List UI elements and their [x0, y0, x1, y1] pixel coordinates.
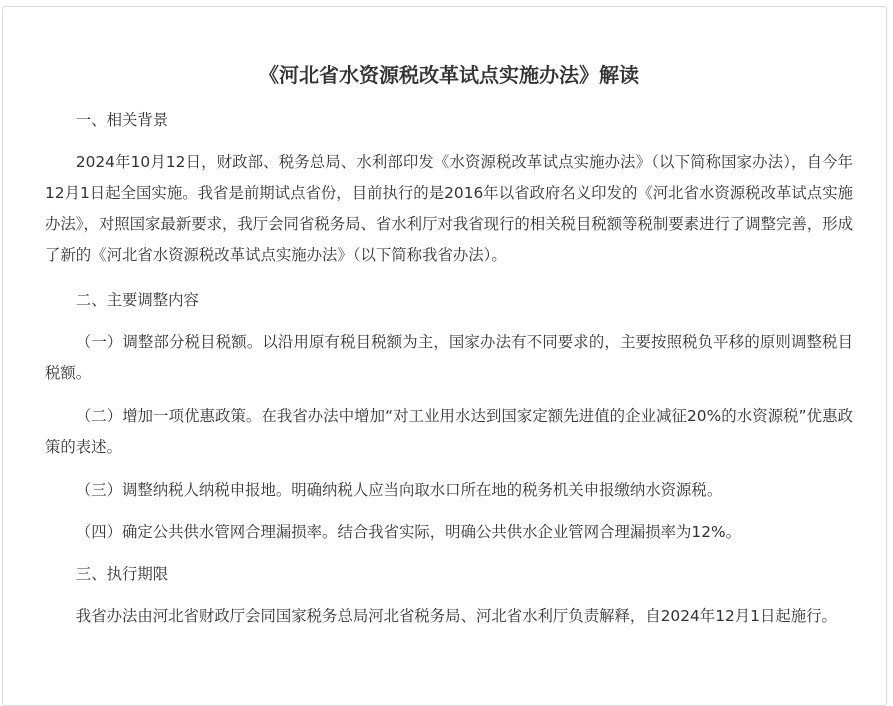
adjustment-item-4: （四）确定公共供水管网合理漏损率。结合我省实际，明确公共供水企业管网合理漏损率为12%。: [75, 523, 742, 541]
article-panel: [2, 6, 887, 706]
article-title: 《河北省水资源税改革试点实施办法》解读: [259, 63, 639, 87]
section-heading-background: 一、相关背景: [75, 111, 169, 129]
effective-period-paragraph: 我省办法由河北省财政厅会同国家税务总局河北省税务局、河北省水利厅负责解释，自2024年12月1日起施行。: [75, 607, 837, 625]
section-heading-adjustments: 二、主要调整内容: [75, 291, 199, 309]
adjustment-item-3: （三）调整纳税人纳税申报地。明确纳税人应当向取水口所在地的税务机关申报缴纳水资源税。: [75, 481, 723, 499]
adjustment-item-2: （二）增加一项优惠政策。在我省办法中增加“对工业用水达到国家定额先进值的企业减征20%的水资源税”优惠政策的表述。: [45, 407, 853, 456]
background-paragraph: 2024年10月12日，财政部、税务总局、水利部印发《水资源税改革试点实施办法》（以下简称国家办法），自今年12月1日起全国实施。我省是前期试点省份，目前执行的是2016年以省政府名义印发的《河北省水资源税改革试点实施办法》，对照国家最新要求，我厅会同省税务局、省水利厅对我省现行的相关税目税额等税制要素进行了调整完善，形成了新的《河北省水资源税改革试点实施办法》（以下简称我省办法）。: [45, 153, 854, 264]
adjustment-item-1: （一）调整部分税目税额。以沿用原有税目税额为主，国家办法有不同要求的，主要按照税负平移的原则调整税目税额。: [45, 333, 853, 382]
section-heading-effective-period: 三、执行期限: [75, 565, 169, 583]
